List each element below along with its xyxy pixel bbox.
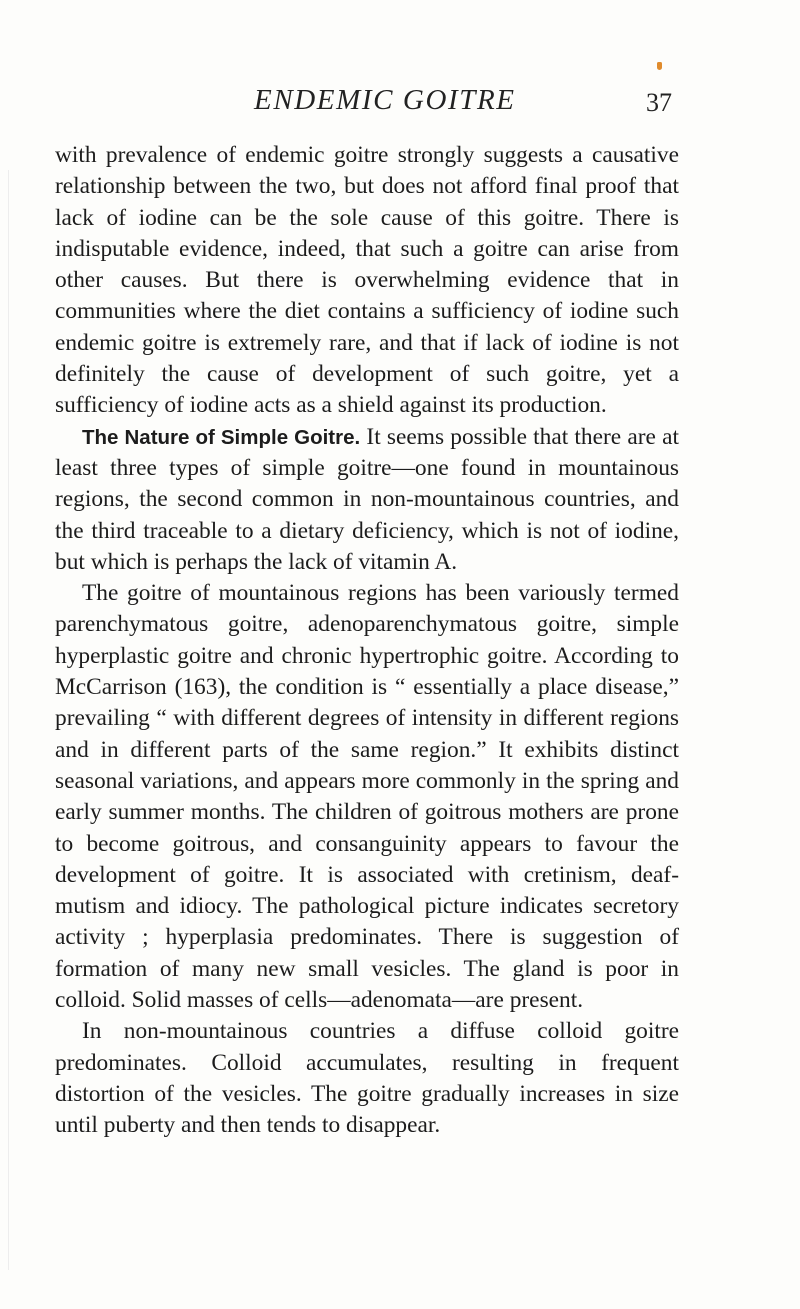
running-title: ENDEMIC GOITRE xyxy=(254,84,516,116)
ink-mark xyxy=(657,62,662,70)
page-number: 37 xyxy=(646,88,672,117)
paragraph: The goitre of mountainous regions has been variously termed parenchymatous goitre, adenoparenchymatous goitre, simple hyperplastic goitre and chronic hypertrophic goitre. According to McCarrison (163), the condition is “ essentially a place disease,” prevailing “ with different degrees of intensity in different regions and in different parts of the same region.” It exhibits distinct seasonal variations, and appears more commonly in the spring and early summer months. The children of goitrous mothers are prone to become goitrous, and consanguinity appears to favour the development of goitre. It is associated with cretinism, deaf-mutism and idiocy. The pathological picture indicates secretory activity ; hyperplasia predominates. There is suggestion of formation of many new small vesicles. The gland is poor in colloid. Solid masses of cells—adenomata—are present. xyxy=(55,580,679,1014)
paragraph xyxy=(55,422,679,578)
paragraph: In non-mountainous countries a diffuse colloid goitre predominates. Colloid accumulates, resulting in frequent distortion of the vesicles. The goitre gradually increases in size until puberty and then tends to disappear. xyxy=(55,1018,679,1139)
page-edge-shadow xyxy=(8,170,9,1270)
body-text xyxy=(55,140,679,1142)
paragraph-text: It seems possible that there are at least three types of simple goitre—one found in mountainous regions, the second common in non-mountainous countries, and the third traceable to a dietary deficiency, which is not of iodine, but which is perhaps the lack of vitamin A. xyxy=(55,423,680,575)
running-head xyxy=(200,84,672,124)
section-heading: The Nature of Simple Goitre. xyxy=(82,425,361,449)
paragraph: with prevalence of endemic goitre strongly suggests a causative relationship between the two, but does not afford final proof that lack of iodine can be the sole cause of this goitre. There is indisputable evidence, indeed, that such a goitre can arise from other causes. But there is overwhelming evidence that in communities where the diet contains a sufficiency of iodine such endemic goitre is extremely rare, and that if lack of iodine is not definitely the cause of development of such goitre, yet a sufficiency of iodine acts as a shield against its production. xyxy=(55,142,679,419)
